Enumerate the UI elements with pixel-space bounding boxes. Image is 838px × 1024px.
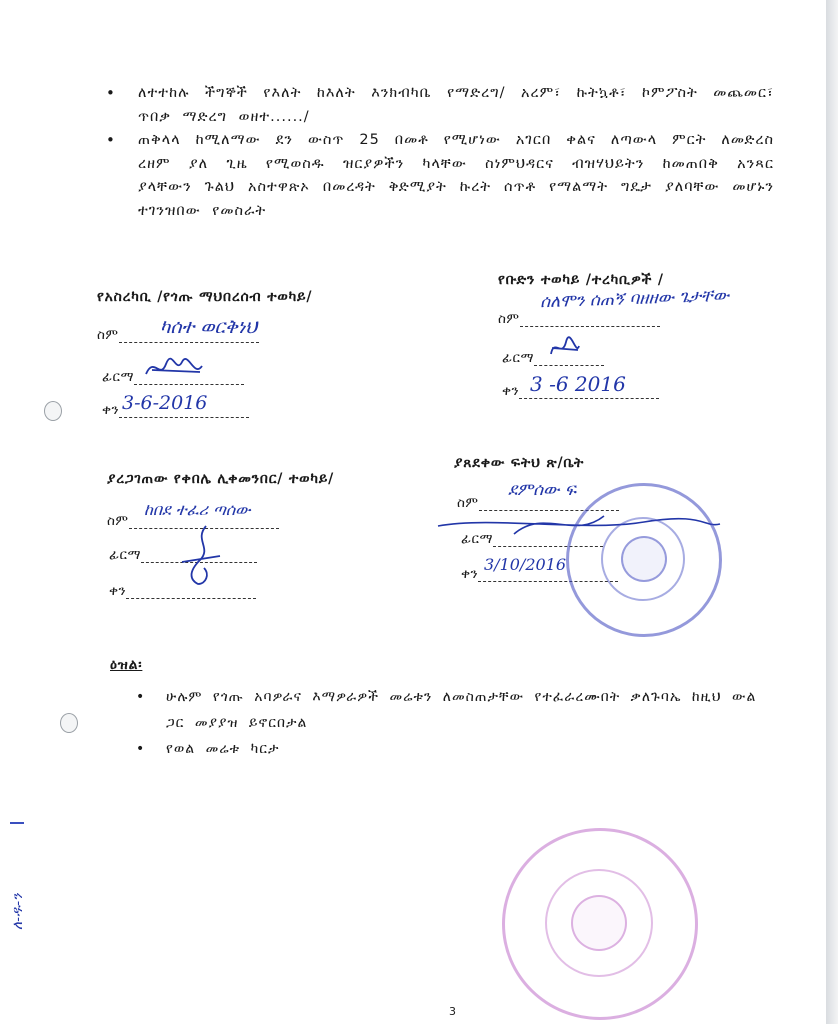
list-item: • የወል መሬቱ ካርታ xyxy=(136,736,776,762)
bullet-icon: • xyxy=(106,131,116,149)
bullet-icon: • xyxy=(136,741,146,757)
court-signature-field: ፊርማ xyxy=(461,531,603,547)
court-name-handwriting: ደምሰው ፍ xyxy=(508,480,577,500)
community-rep-title: የአስረካቢ /የጎጡ ማህበረሰብ ተወካይ/ xyxy=(97,289,313,305)
community-signature-field: ፊርማ xyxy=(102,369,244,385)
group-signature xyxy=(548,334,582,362)
annex-heading: ዕዝል፡ xyxy=(110,657,143,673)
court-name-field: ስም xyxy=(457,495,619,511)
kebele-signature xyxy=(176,522,226,588)
kebele-date-field: ቀን xyxy=(109,583,256,599)
group-date-field: ቀን xyxy=(502,383,659,399)
justice-office-seal xyxy=(566,483,722,637)
annex-list xyxy=(136,684,776,762)
community-date-handwriting: 3-6-2016 xyxy=(122,392,208,414)
list-item: • ጠቅላላ ከሚለማው ደን ውስጥ 25 በመቶ የሚሆነው አገርበ ቀልና ለጣውላ ምርት ለመድረስ ረዘም ያለ ጊዜ የሚወስዱ ዝርያዎችን ካላቸው ስነምህዳርና ብዝሃህይትን ከመጠበቅ አንጻር ያላቸውን ጉልህ አስተዋጽኦ በመረዳት ቅድሚያት ኩረት ሰጥቶ የማልማት ግዴታ ያለባቸው መሆኑን ተገንዝበው የመስራት xyxy=(106,131,774,219)
group-name-handwriting: ሰለሞን ሰጠኝ ባዘዘው ጌታቸው xyxy=(539,285,730,313)
punch-hole xyxy=(44,401,62,421)
office-seal xyxy=(502,828,698,1020)
list-item: • ሁሉም የጎጡ አባዎራና እማዎራዎች መሬቱን ለመስጠታቸው የተፈራረሙበት ቃለጉባኤ ከዚህ ውል ጋር መያያዝ ይኖርበታል xyxy=(136,684,776,736)
page-edge xyxy=(826,0,838,1024)
list-item: • ለተተከሉ ችግኞች የእለት ከእለት እንክብካቤ የማድረግ/ አረም፣ ኩትኳቶ፣ ኮምፖስት መጨመር፣ ጥበቃ ማድረግ ወዘተ....../ xyxy=(106,84,774,125)
group-signature-field: ፊርማ xyxy=(502,350,604,366)
kebele-name-field: ስም xyxy=(107,513,279,529)
bullet-icon: • xyxy=(106,84,116,102)
justice-office-title: ያጸደቀው ፍትህ ጽ/ቤት xyxy=(454,455,585,471)
margin-handwriting: ለ-ዱ-ን xyxy=(10,893,26,930)
community-date-field: ቀን xyxy=(102,402,249,418)
kebele-name-handwriting: ከበደ ተፈሪ ጣሰው xyxy=(144,500,251,519)
bullet-icon: • xyxy=(136,689,146,705)
kebele-signature-field: ፊርማ xyxy=(109,547,257,563)
community-signature xyxy=(142,352,212,382)
group-date-handwriting: 3 -6 2016 xyxy=(530,372,626,396)
punch-hole xyxy=(60,713,78,733)
group-name-field: ስም xyxy=(498,311,660,327)
margin-tick xyxy=(10,822,24,824)
group-rep-title: የቡድን ተወካይ /ተረካቢዎች / xyxy=(498,272,664,288)
court-date-handwriting: 3/10/2016 xyxy=(484,555,567,574)
obligations-list xyxy=(104,82,774,223)
kebele-chair-title: ያረጋገጠው የቀበሌ ሊቀመንበር/ ተወካይ/ xyxy=(107,471,335,487)
page-number: 3 xyxy=(449,1005,456,1018)
court-date-field: ቀን xyxy=(461,566,618,582)
community-name-field: ስም xyxy=(97,327,259,343)
community-name-handwriting: ካሰተ ወርቅነህ xyxy=(160,316,258,338)
